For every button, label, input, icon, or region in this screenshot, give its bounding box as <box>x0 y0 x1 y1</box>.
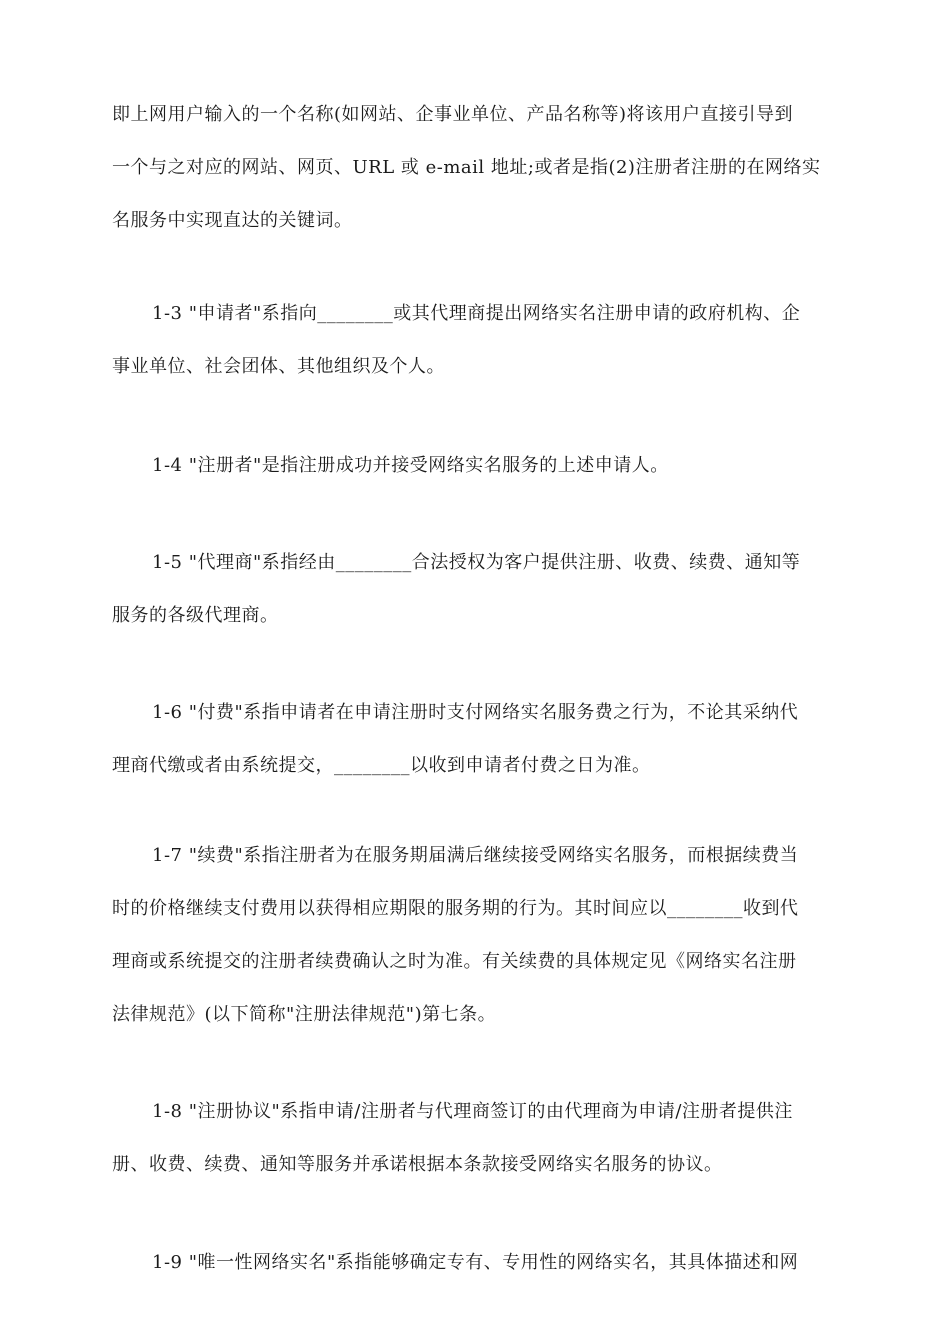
text-line: 事业单位、社会团体、其他组织及个人。 <box>112 356 445 377</box>
paragraph-1-6-payment <box>112 686 840 792</box>
text-line: 1-4 "注册者"是指注册成功并接受网络实名服务的上述申请人。 <box>152 455 669 476</box>
paragraph-1-8-agreement <box>112 1085 840 1191</box>
paragraph-1-4-registrant <box>112 439 840 492</box>
text-line: 服务的各级代理商。 <box>112 605 279 626</box>
text-line: 1-6 "付费"系指申请者在申请注册时支付网络实名服务费之行为，不论其采纳代 <box>152 702 799 723</box>
text-line: 时的价格继续支付费用以获得相应期限的服务期的行为。其时间应以________收到代 <box>112 898 799 919</box>
text-line: 理商或系统提交的注册者续费确认之时为准。有关续费的具体规定见《网络实名注册 <box>112 951 797 972</box>
text-line: 名服务中实现直达的关键词。 <box>112 210 353 231</box>
text-line: 法律规范》(以下简称"注册法律规范")第七条。 <box>112 1004 497 1025</box>
text-line: 1-3 "申请者"系指向________或其代理商提出网络实名注册申请的政府机构、企 <box>152 303 801 324</box>
paragraph-1-7-renewal <box>112 829 840 1041</box>
paragraph-1-3-applicant <box>112 287 840 393</box>
text-line: 1-9 "唯一性网络实名"系指能够确定专有、专用性的网络实名，其具体描述和网 <box>152 1252 799 1273</box>
paragraph-definition-continued <box>112 88 840 247</box>
text-line: 册、收费、续费、通知等服务并承诺根据本条款接受网络实名服务的协议。 <box>112 1154 723 1175</box>
text-line: 1-8 "注册协议"系指申请/注册者与代理商签订的由代理商为申请/注册者提供注 <box>152 1101 793 1122</box>
text-line: 1-7 "续费"系指注册者为在服务期届满后继续接受网络实名服务，而根据续费当 <box>152 845 799 866</box>
paragraph-1-5-agent <box>112 536 840 642</box>
paragraph-1-9-unique-name <box>112 1236 840 1289</box>
text-line: 理商代缴或者由系统提交，________以收到申请者付费之日为准。 <box>112 755 651 776</box>
text-line: 一个与之对应的网站、网页、URL 或 e-mail 地址;或者是指(2)注册者注册的在网络实 <box>112 157 821 178</box>
text-line: 1-5 "代理商"系指经由________合法授权为客户提供注册、收费、续费、通知等 <box>152 552 801 573</box>
text-line: 即上网用户输入的一个名称(如网站、企事业单位、产品名称等)将该用户直接引导到 <box>112 104 794 125</box>
